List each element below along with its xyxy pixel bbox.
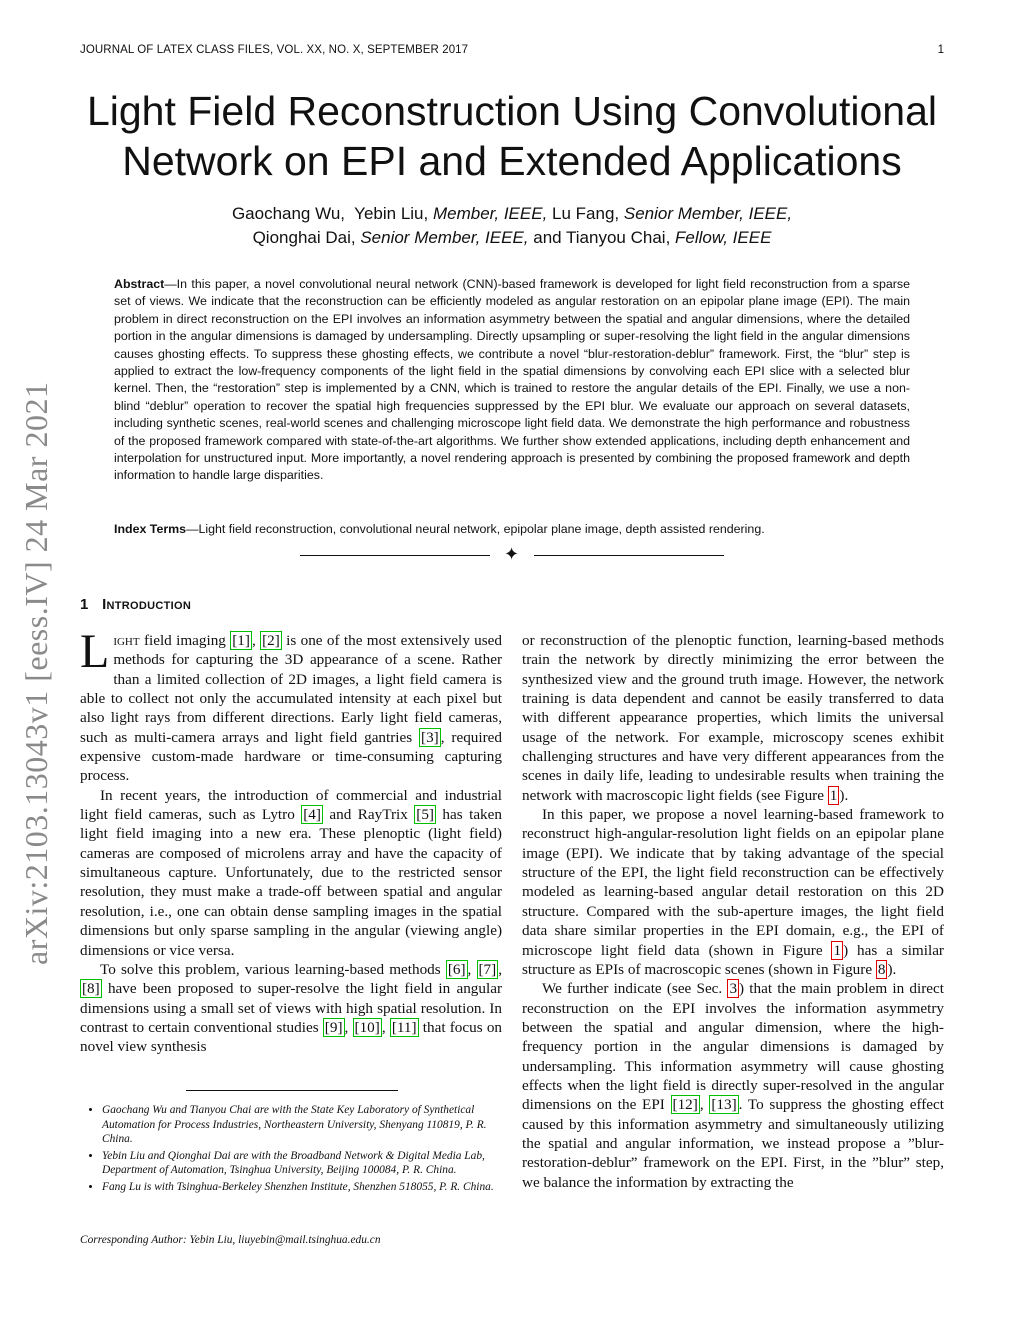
text-run: , [381,1018,390,1036]
author-chai: and Tianyou Chai, [533,228,671,247]
figure-link[interactable]: 8 [877,960,886,978]
paragraph [80,625,502,786]
author-wu: Gaochang Wu, [231,204,346,223]
footnote-item: • Yebin Liu and Qionghai Dai are with the Broadband Network & Digital Media Lab, Department of Automation, Tsinghua University, Beijing 100084, P. R. China. [102,1149,502,1178]
paragraph [522,631,944,805]
section-title: Introduction [102,596,192,613]
text-run: In recent years, the introduction of commercial and industrial light field cameras, such as Lytro [80,786,502,824]
section-number: 1 [80,596,89,613]
text-run: field imaging [139,632,231,649]
author-liu: Yebin Liu, [354,204,429,223]
abstract-label: Abstract [114,277,165,291]
citation-link[interactable]: [9] [324,1018,343,1036]
author-line-2 [80,226,944,250]
text-run: ). [839,786,849,804]
footnote-item: • Gaochang Wu and Tianyou Chai are with the State Key Laboratory of Synthetical Automation for Process Industries, Northeastern University, Shenyang 110819, P. R. China. [102,1103,502,1147]
text-run: ). [887,960,897,978]
text-run: is one of the most extensively used methods for capturing the 3D appearance of a scene. Rather than a limited collection of 2D images, a light field camera is able to collect not only the accumulated intensity at each pixel but also light rays from different directions. Early light field cameras, such as multi-camera arrays and light field gantries [80,632,502,746]
citation-link[interactable]: [1] [232,632,250,649]
small-caps-lead: ight [113,632,140,649]
abstract-text: —In this paper, a novel convolutional neural network (CNN)-based framework is developed for light field reconstruction from a sparse set of views. We indicate that the reconstruction can be efficiently modeled as angular restoration on an epipolar plane image (EPI). The main problem in direct reconstruction on the EPI involves an information asymmetry between the spatial and angular dimensions, where the detailed portion in the angular dimensions is damaged by undersampling. Directly upsampling or super-resolving the light field in the angular dimensions causes ghosting effects. To suppress these ghosting effects, we contribute a novel “blur-restoration-deblur” framework. First, the “blur” step is applied to extract the low-frequency components of the light field in the spatial dimensions by convolving each EPI slice with a selected blur kernel. Then, the “restoration” step is implemented by a CNN, which is trained to restore the angular details of the EPI. Finally, we use a non-blind “deblur” operation to recover the spatial high frequencies suppressed by the EPI blur. We evaluate our approach on several datasets, including synthetic scenes, real-world scenes and challenging microscope light field data. We demonstrate the high performance and robustness of the proposed framework compared with state-of-the-art algorithms. We further show extended applications, including depth enhancement and interpolation for unstructured input. More importantly, a novel rendering approach is presented by combining the proposed framework and depth information to handle large disparities. [114,277,910,483]
citation-link[interactable]: [11] [391,1018,417,1036]
index-terms-text: —Light field reconstruction, convolutional neural network, epipolar plane image, depth assisted rendering. [186,522,765,536]
author-dai: Qionghai Dai, [252,228,356,247]
figure-link[interactable]: 1 [833,941,842,959]
author-line-1 [80,202,944,226]
citation-link[interactable]: [8] [82,980,100,998]
author-fang-role: Senior Member, IEEE, [623,204,793,223]
title-line-1: Light Field Reconstruction Using Convolutional [86,88,938,134]
drop-cap: L [80,625,110,678]
text-run: , [699,1096,710,1114]
citation-link[interactable]: [12] [672,1096,698,1114]
body-column-left [80,625,503,1057]
footnotes [80,1103,502,1196]
index-terms [114,521,910,538]
text-run: ) that the main problem in direct reconstruction on the EPI involves the information asymmetry between the spatial and angular dimension, where the high-frequency portion in the angular dimensions is damaged by undersampling. This information asymmetry will cause ghosting effects when the light field is directly super-resolved in the angular dimensions on the EPI [522,980,944,1114]
text-run: and RayTrix [322,806,415,824]
citation-link[interactable]: [7] [478,960,497,978]
divider-line-left [300,555,490,556]
paper-title [80,86,944,186]
body-column-right [522,631,944,1192]
divider-star-icon: ✦ [504,544,520,564]
text-run: or reconstruction of the plenoptic function, learning-based methods train the network by directly minimizing the error between the synthesized view and the ground truth image. However, the network training is data dependent and cannot be easily transferred to data with different appearance properties, which limits the universal usage of the network. For example, microscopy scenes exhibit challenging structures and have very different appearances from the scenes in daily life, leading to undesirable results when training the network with macroscopic light fields (see Figure [522,632,944,804]
author-liu-role: Member, IEEE, [432,204,548,223]
footnote-rule [186,1090,398,1091]
figure-link[interactable]: 1 [829,786,838,804]
text-run: In this paper, we propose a novel learning-based framework to reconstruct high-angular-resolution light fields on an epipolar plane image (EPI). We indicate that by taking advantage of the special structure of the EPI, the light field reconstruction can be effectively modeled as learning-based angular detail restoration on this 2D structure. Compared with the sub-aperture images, the light field data share similar properties in the EPI domain, e.g., the EPI of microscope light field data (shown in Figure [522,806,944,959]
paragraph [80,960,502,1057]
author-fang: Lu Fang, [552,204,620,223]
text-run: , [251,632,261,649]
citation-link[interactable]: [10] [354,1018,380,1036]
citation-link[interactable]: [2] [262,632,280,649]
page-number: 1 [937,44,944,56]
running-header: JOURNAL OF LATEX CLASS FILES, VOL. XX, NO. X, SEPTEMBER 2017 [80,44,469,56]
text-run: To solve this problem, various learning-based methods [100,960,446,978]
paragraph [522,979,944,1192]
section-link[interactable]: 3 [729,980,738,998]
author-list [80,202,944,250]
paragraph [522,805,944,979]
section-divider [300,544,724,568]
citation-link[interactable]: [6] [447,960,466,978]
divider-line-right [534,555,724,556]
author-dai-role: Senior Member, IEEE, [360,228,529,247]
paragraph [80,786,502,960]
text-run: have been proposed to super-resolve the light field in angular dimensions using a small set of views with high spatial resolution. In contrast to certain conventional studies [80,980,502,1036]
title-line-2: Network on EPI and Extended Applications [122,138,902,184]
text-run: . To suppress the ghosting effect caused by this information asymmetry and simultaneously utilizing the spatial and angular information, we instead propose a ”blur-restoration-deblur” framework on the EPI. First, in the ”blur” step, we balance the information by extracting the [522,1096,944,1191]
text-run: that focus on novel view synthesis [80,1018,503,1056]
arxiv-stamp: arXiv:2103.13043v1 [eess.IV] 24 Mar 2021 [18,381,54,965]
section-heading [80,596,191,613]
citation-link[interactable]: [3] [421,728,439,746]
text-run: , required expensive custom-made hardware or time-consuming capturing process. [80,728,502,785]
footnote-item: • Fang Lu is with Tsinghua-Berkeley Shenzhen Institute, Shenzhen 518055, P. R. China. [102,1180,502,1195]
text-run: , [498,960,503,978]
corresponding-author: Corresponding Author: Yebin Liu, liuyebin@mail.tsinghua.edu.cn [80,1234,381,1246]
text-run: , [467,960,477,978]
citation-link[interactable]: [13] [711,1096,737,1114]
index-terms-label: Index Terms [114,522,187,536]
text-run: has taken light field imaging into a new era. These plenoptic (light field) cameras are composed of microlens array and have the capacity of simultaneous capture. Unfortunately, due to the restricted sensor resolution, they must make a trade-off between spatial and angular resolution, i.e., one can obtain dense sampling images in the spatial dimensions but only sparse sampling in the angular (viewing angle) dimensions or vice versa. [80,806,502,959]
abstract [114,276,910,485]
citation-link[interactable]: [4] [303,806,321,824]
text-run: ) has a similar structure as EPIs of macroscopic scenes (shown in Figure [522,941,944,978]
citation-link[interactable]: [5] [416,806,434,824]
text-run: , [344,1018,353,1036]
text-run: We further indicate (see Sec. [542,980,728,998]
author-chai-role: Fellow, IEEE [675,228,772,247]
